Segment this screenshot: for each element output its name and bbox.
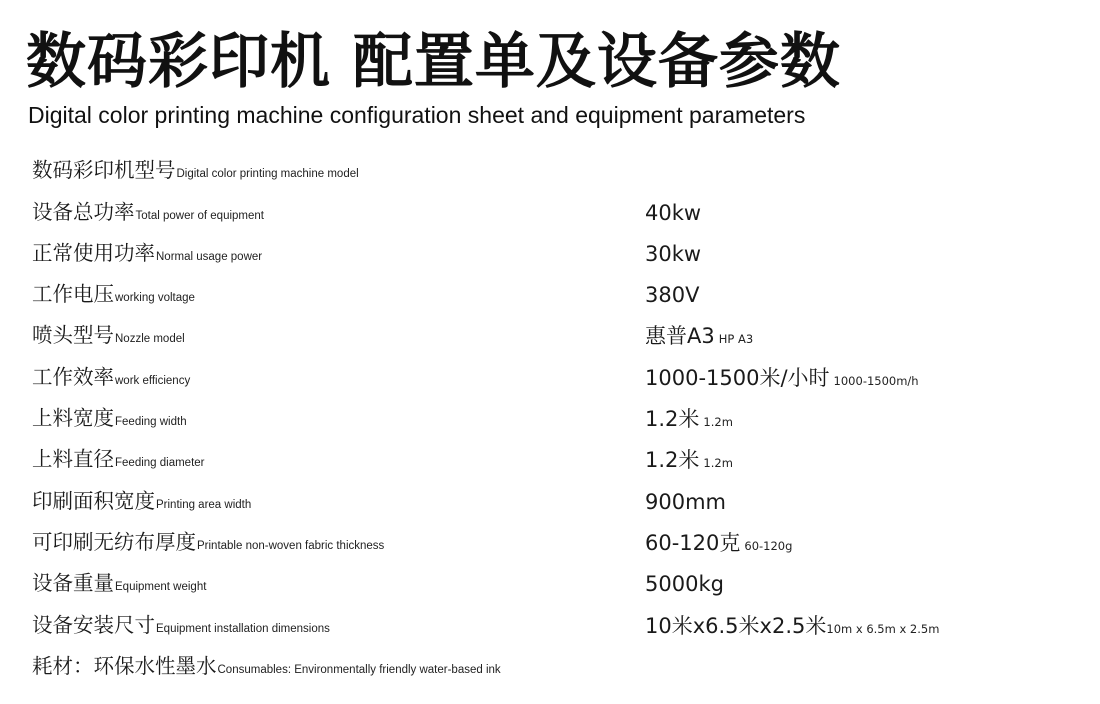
spec-row-model — [0, 152, 1100, 193]
spec-value — [645, 571, 728, 600]
spec-label — [32, 488, 251, 518]
spec-value — [645, 489, 730, 518]
spec-row-usage-power — [0, 235, 1100, 276]
spec-value — [645, 654, 649, 683]
spec-label-en: Nozzle model — [115, 333, 185, 346]
spec-label-zh: 正常使用功率 — [32, 240, 155, 265]
spec-label-zh: 可印刷无纺布厚度 — [32, 529, 196, 554]
spec-label — [32, 281, 195, 311]
spec-value-en: HP A3 — [718, 332, 754, 347]
spec-row-dimensions — [0, 606, 1100, 647]
spec-row-feeding-diameter — [0, 441, 1100, 482]
spec-label-en: Consumables: Environmentally friendly water-based ink — [217, 663, 501, 676]
spec-value-main: 40kw — [645, 200, 702, 225]
spec-value-main: 60-120克 — [645, 530, 741, 555]
spec-label-zh: 上料宽度 — [32, 406, 114, 431]
spec-label-zh: 设备总功率 — [32, 199, 135, 224]
spec-value — [645, 323, 753, 352]
spec-label-en: Digital color printing machine model — [176, 168, 359, 181]
spec-label-zh: 喷头型号 — [32, 323, 114, 348]
spec-row-efficiency — [0, 358, 1100, 399]
page-title: 数码彩印机 配置单及设备参数 — [26, 27, 841, 97]
spec-value-en: 1.2m — [703, 415, 733, 430]
spec-label — [32, 157, 359, 187]
spec-label — [32, 529, 384, 559]
spec-value — [645, 613, 939, 642]
page-subtitle: Digital color printing machine configuration sheet and equipment parameters — [28, 102, 806, 128]
spec-value — [645, 530, 792, 559]
spec-label-en: Total power of equipment — [135, 209, 264, 222]
spec-label-en: work efficiency — [115, 374, 191, 387]
spec-value-main: 1000-1500米/小时 — [645, 365, 830, 390]
spec-row-feeding-width — [0, 400, 1100, 441]
spec-label-zh: 上料直径 — [32, 447, 114, 472]
spec-label-en: Equipment installation dimensions — [156, 622, 330, 635]
spec-label-en: Feeding diameter — [115, 457, 205, 470]
spec-value — [645, 200, 705, 229]
spec-label — [32, 199, 264, 229]
spec-row-printing-width — [0, 482, 1100, 523]
spec-value — [645, 158, 649, 187]
spec-label — [32, 405, 187, 435]
spec-label-en: Equipment weight — [115, 581, 207, 594]
spec-label-en: Feeding width — [115, 416, 187, 429]
spec-row-total-power — [0, 193, 1100, 234]
spec-label-en: working voltage — [115, 292, 195, 305]
spec-value — [645, 282, 703, 311]
spec-label — [32, 612, 330, 642]
spec-value-main: 1.2米 — [645, 448, 700, 473]
spec-label — [32, 653, 501, 683]
spec-row-fabric-thickness — [0, 524, 1100, 565]
spec-value-main: 900mm — [645, 489, 726, 514]
spec-value-main: 1.2米 — [645, 407, 700, 432]
spec-label-en: Normal usage power — [156, 250, 263, 263]
spec-value-en: 1000-1500m/h — [833, 373, 919, 388]
spec-label-zh: 耗材：环保水性墨水 — [32, 653, 217, 678]
spec-label — [32, 570, 206, 600]
spec-label — [32, 240, 262, 270]
spec-value — [645, 447, 733, 476]
spec-label — [32, 364, 190, 394]
spec-value-main: 30kw — [645, 241, 702, 266]
spec-row-nozzle — [0, 317, 1100, 358]
spec-label-zh: 工作电压 — [32, 282, 114, 307]
spec-value — [645, 406, 733, 435]
spec-row-consumables — [0, 648, 1100, 689]
spec-value — [645, 365, 919, 394]
spec-label — [32, 446, 205, 476]
spec-value-main: 5000kg — [645, 572, 724, 597]
spec-label-en: Printable non-woven fabric thickness — [197, 539, 385, 552]
spec-label-zh: 设备安装尺寸 — [32, 612, 155, 637]
spec-label-zh: 设备重量 — [32, 571, 114, 596]
spec-label-zh: 印刷面积宽度 — [32, 488, 155, 513]
spec-label — [32, 322, 185, 352]
spec-label-zh: 工作效率 — [32, 364, 114, 389]
spec-value-main: 380V — [645, 283, 700, 308]
spec-value — [645, 241, 705, 270]
spec-row-weight — [0, 565, 1100, 606]
spec-value-en: 10m x 6.5m x 2.5m — [826, 621, 940, 636]
spec-list — [0, 152, 1100, 689]
spec-value-en: 60-120g — [744, 538, 793, 553]
spec-row-voltage — [0, 276, 1100, 317]
spec-label-zh: 数码彩印机型号 — [32, 158, 176, 183]
spec-value-main: 惠普A3 — [645, 324, 715, 349]
spec-value-main: 10米x6.5米x2.5米 — [645, 613, 827, 638]
spec-label-en: Printing area width — [156, 498, 252, 511]
spec-value-en: 1.2m — [703, 456, 733, 471]
